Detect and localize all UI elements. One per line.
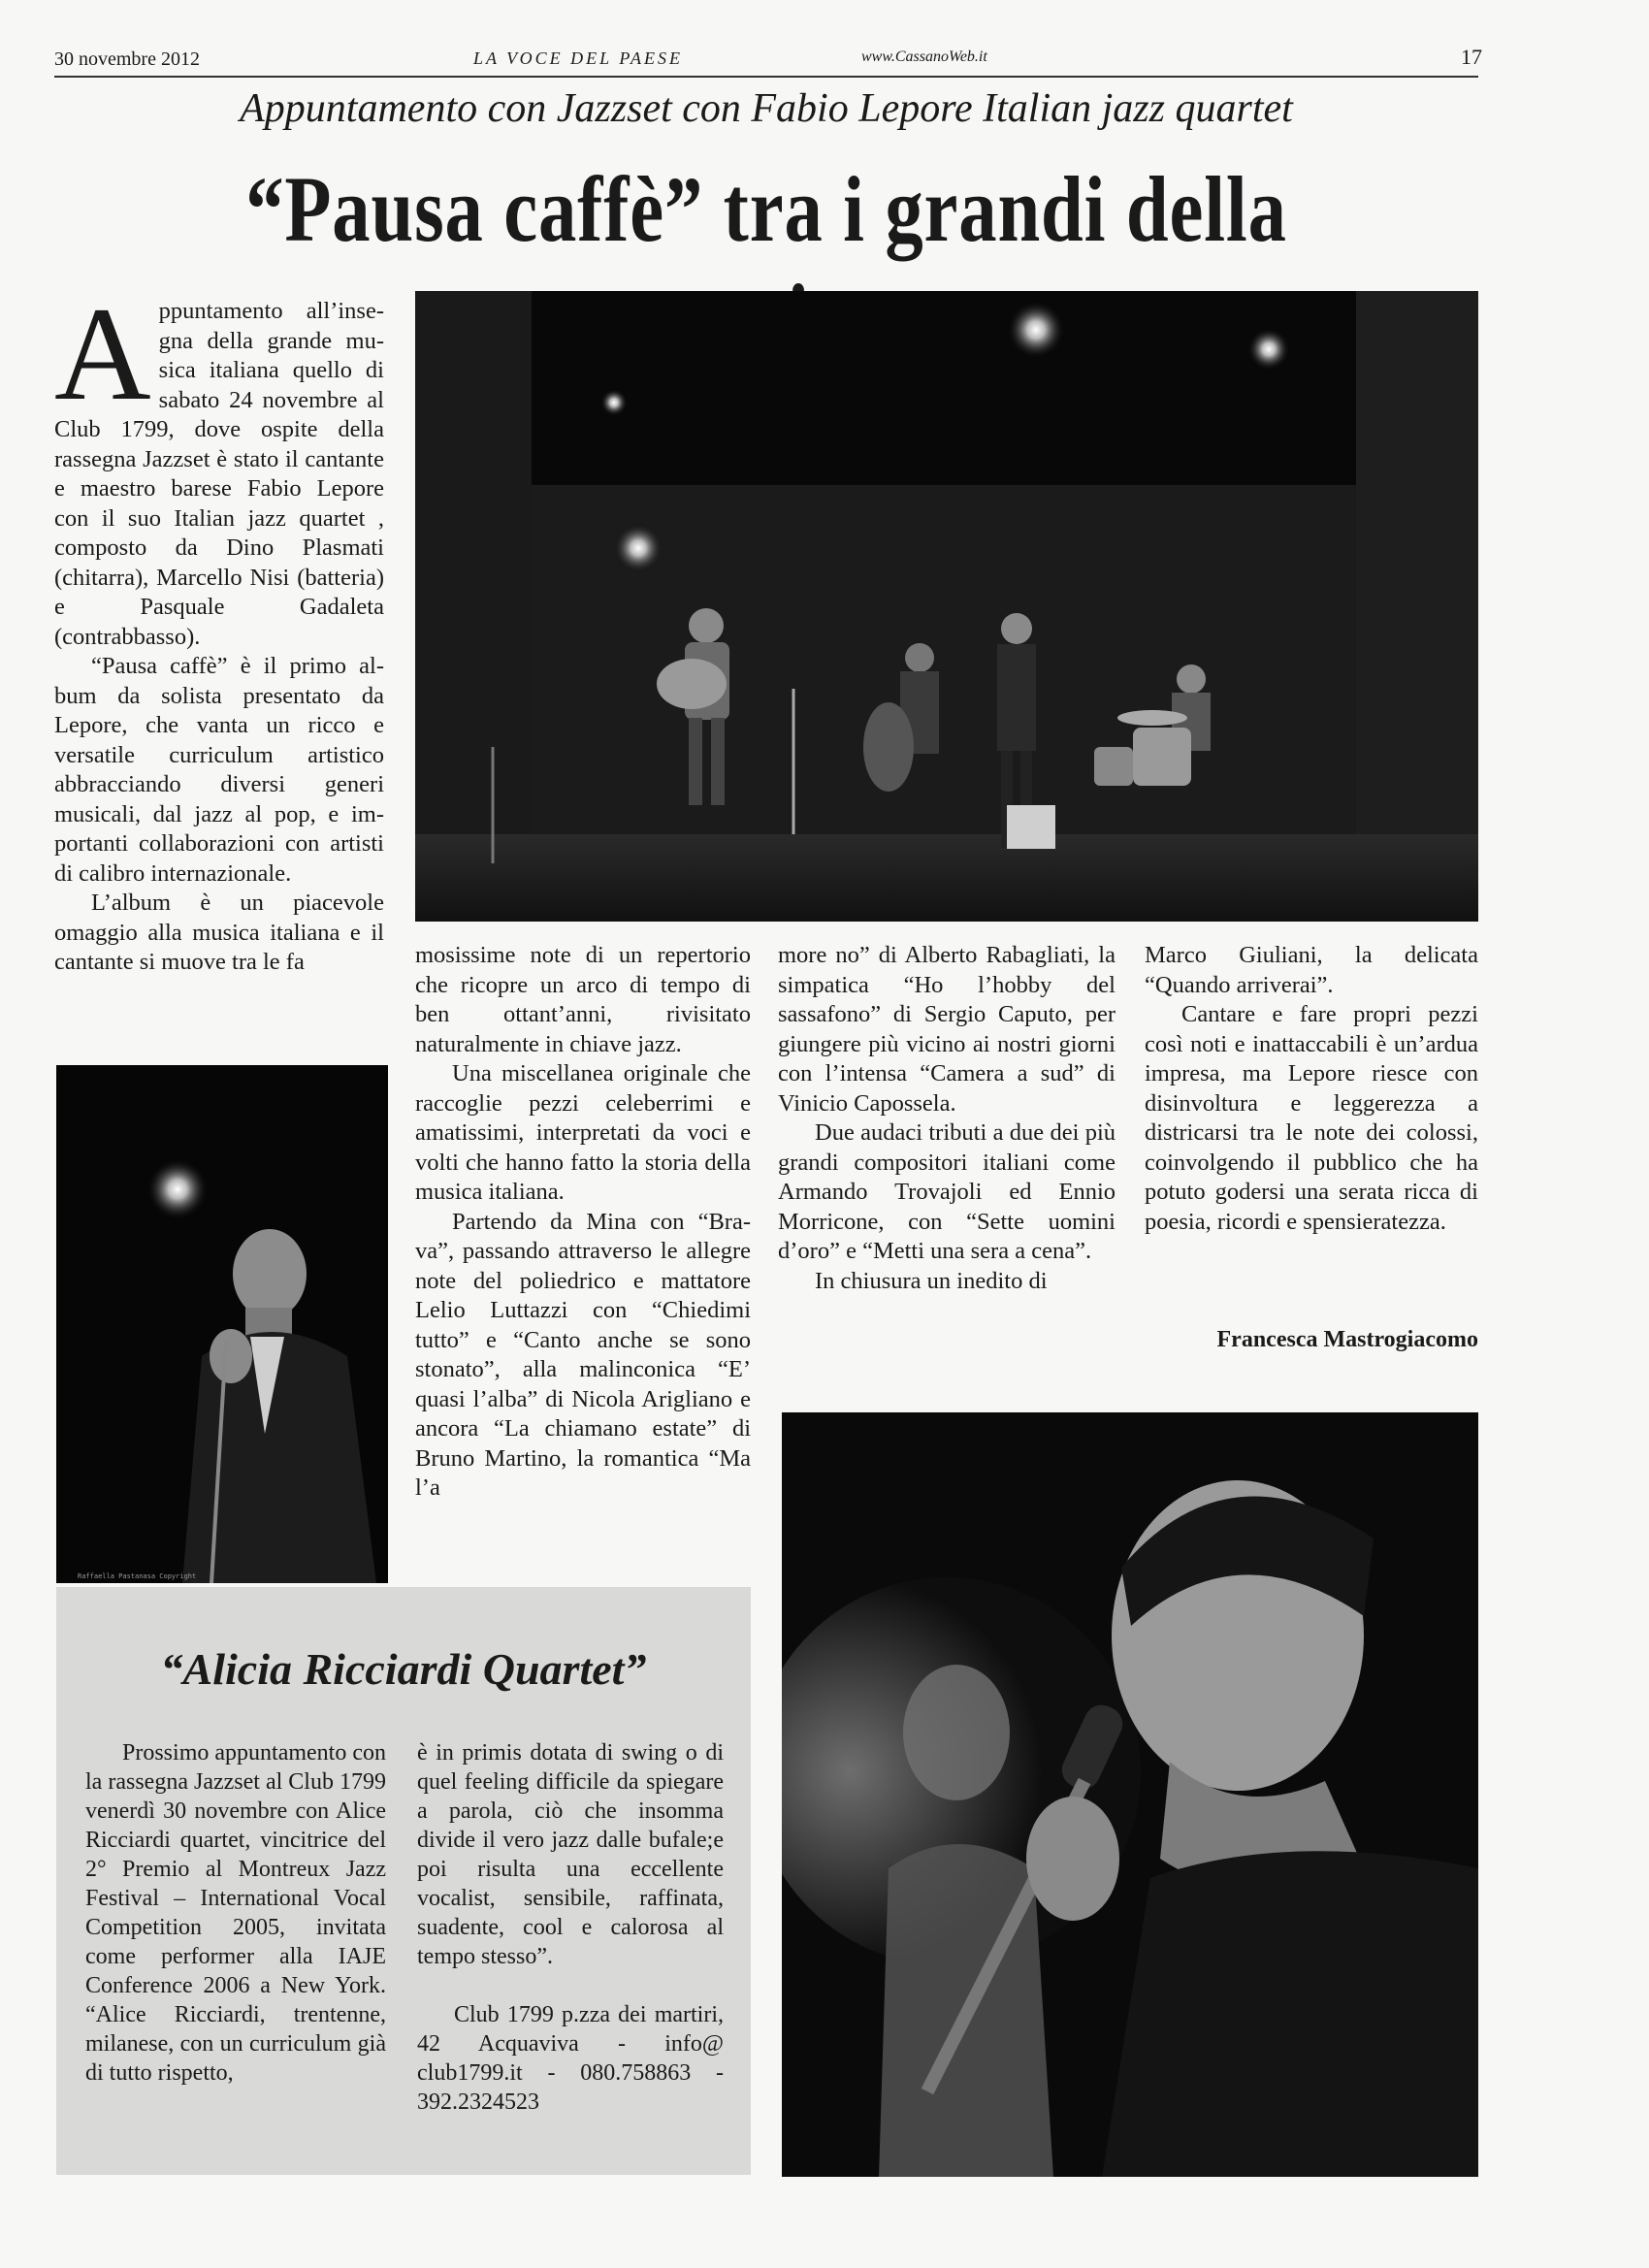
issue-date: 30 novembre 2012 (54, 49, 200, 70)
singer-closeup-photo (782, 1412, 1478, 2177)
newspaper-website: www.CassanoWeb.it (861, 49, 987, 65)
paragraph: Due audaci tributi a due dei più grandi compositori italiani come Armando Trovajoli ed Ennio Morricone, con “Sette uomini d’oro” e “Metti una sera a cena”. (778, 1119, 1116, 1264)
paragraph: In chiusura un inedito di (815, 1267, 1048, 1294)
paragraph: Prossimo appuntamento con la rassegna Jazzset al Club 1799 venerdì 30 novembre con Alice Ricciardi quartet, vincitrice del 2° Premio al Montreux Jazz Festival – International Vocal Competition 2005, invitata come performer alla IAJE Conference 2006 a New York. “Alice Ricciardi, trentenne, milanese, con un curriculum già di tutto rispetto, (85, 1740, 386, 2086)
concert-stage-photo (415, 291, 1478, 922)
contact-info: Club 1799 p.zza dei martiri, 42 Acquaviva - info@ club1799.it - 080.758863 - 392.2324523 (417, 2002, 724, 2115)
paragraph: Una miscellanea originale che raccoglie pezzi celeberrimi e amatissimi, interpretati da voci e volti che hanno fatto la storia della musica italiana. (415, 1060, 751, 1205)
header-rule (54, 76, 1478, 78)
photo-credit: Raffaella Pastanasa Copyright (78, 1572, 197, 1580)
paragraph: L’album è un piacevole omaggio alla musica italiana e il cantante si muove tra le fa (54, 890, 384, 975)
newspaper-name: LA VOCE DEL PAESE (473, 49, 683, 68)
article-author: Francesca Mastrogiacomo (1216, 1327, 1478, 1352)
paragraph: Cantare e fare propri pezzi così noti e inattaccabili è un’ardua impresa, ma Lepore riesce con disinvoltura e leggerezza a districarsi tra le note dei colossi, coinvolgendo il pubblico che ha potuto godersi una serata ricca di poesia, ricordi e spensieratezza. (1145, 1001, 1478, 1235)
box-title: “Alicia Ricciardi Quartet” (160, 1644, 647, 1694)
paragraph: mosissime note di un repertorio che ricopre un arco di tempo di ben ottant’anni, rivisitato naturalmente in chiave jazz. (415, 942, 751, 1057)
singer-portrait-photo (56, 1065, 388, 1583)
box-column-1 (85, 1738, 386, 2088)
drop-cap: A (54, 279, 151, 428)
article-column-1 (54, 279, 384, 978)
article-column-4 (1145, 941, 1478, 1237)
article-headline: “Pausa caffè” tra i grandi della (245, 157, 1287, 261)
paragraph: Partendo da Mina con “Brava”, passando attraverso le allegre note del poliedrico e mattatore Lelio Luttazzi con “Chiedimi tutto” e “Canto anche se sono stonato”, alla malinconica “E’ quasi l’alba” di Nicola Arigliano e ancora “La chiamano estate” di Bruno Martino, la romantica “Ma l’a (415, 1208, 751, 1501)
box-column-2 (417, 1738, 724, 2117)
article-kicker: Appuntamento con Jazzset con Fabio Lepore Italian jazz quartet (240, 86, 1293, 131)
paragraph: more no” di Alberto Rabagliati, la simpatica “Ho l’hobby del sassafono” di Sergio Caputo, per giungere più vicino ai nostri giorni con l’intensa “Camera a sud” di Vinicio Capossela. (778, 942, 1116, 1117)
article-column-3 (778, 941, 1116, 1296)
page-number: 17 (1461, 45, 1482, 69)
article-column-2 (415, 941, 751, 1504)
paragraph: “Pausa caffè” è il primo album da solista presentato da Lepore, che vanta un ricco e versatile curriculum artistico abbracciando diversi generi musicali, dal jazz al pop, e importanti collaborazioni con artisti di calibro internazionale. (54, 653, 384, 887)
paragraph: Marco Giuliani, la delicata “Quando arriverai”. (1145, 942, 1478, 998)
paragraph: ppuntamento all’insegna della grande musica italiana quello di sabato 24 novembre al Club 1799, dove ospite della rassegna Jazzset è stato il cantante e maestro barese Fabio Lepore con il suo Italian jazz quartet , composto da Dino Plasmati (chitarra), Marcello Nisi (batteria) e Pasquale Gadaleta (contrabbasso). (54, 298, 384, 650)
paragraph: è in primis dotata di swing o di quel feeling difficile da spiegare a parola, ciò che insomma divide il vero jazz dalle bufale;e poi risulta una eccellente vocalist, sensibile, raffinata, suadente, cool e calorosa al tempo stesso”. (417, 1740, 724, 1969)
